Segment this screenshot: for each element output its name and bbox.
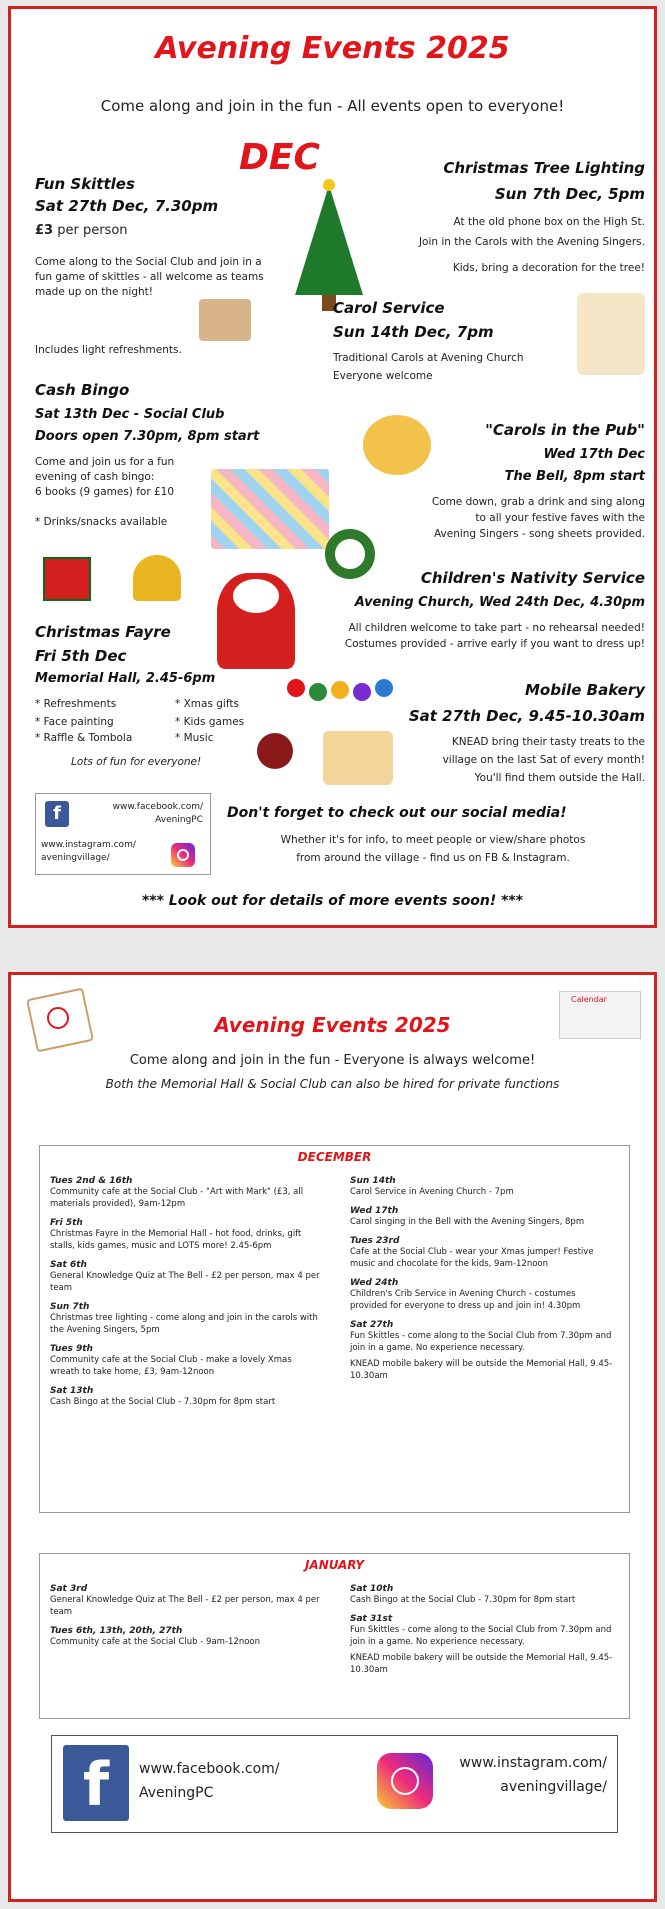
list-item-text: General Knowledge Quiz at The Bell - £2 per person, max 4 per team xyxy=(50,1595,320,1617)
nativity-line2: Costumes provided - arrive early if you want to dress up! xyxy=(344,638,645,650)
bauble-red-icon xyxy=(287,679,305,697)
bingo-title: Cash Bingo xyxy=(35,381,130,399)
bells-icon xyxy=(133,555,181,601)
list-item xyxy=(350,1236,615,1270)
carol-singers-image xyxy=(363,415,431,475)
list-item-date: Sat 3rd xyxy=(50,1584,88,1594)
list-item-date: Fri 5th xyxy=(50,1218,83,1228)
pub-line3: Avening Singers - song sheets provided. xyxy=(433,528,645,540)
december-right-column xyxy=(350,1168,615,1382)
list-item-date: Sat 31st xyxy=(350,1614,393,1624)
list-item xyxy=(350,1614,615,1648)
list-item xyxy=(50,1176,320,1210)
instagram-page[interactable]: aveningvillage/ xyxy=(500,1779,607,1795)
list-item xyxy=(50,1302,320,1336)
social-heading: Don't forget to check out our social media! xyxy=(227,805,567,821)
gift-icon xyxy=(43,557,91,601)
fayre-item-4: * Kids games xyxy=(175,716,245,728)
instagram-link-large[interactable] xyxy=(441,1751,607,1799)
instagram-link[interactable]: www.instagram.com/ aveningvillage/ xyxy=(41,840,136,863)
pub-line1: Come down, grab a drink and sing along xyxy=(431,496,645,508)
list-item xyxy=(50,1344,320,1378)
list-item xyxy=(350,1176,615,1198)
list-item-text: Carol Service in Avening Church - 7pm xyxy=(350,1187,514,1197)
fayre-item-2: * Xmas gifts xyxy=(175,698,239,710)
baubles-icon xyxy=(287,669,395,703)
list-item-date: Sat 13th xyxy=(50,1386,94,1396)
skittles-date: Sat 27th Dec, 7.30pm xyxy=(35,197,219,215)
bingo-body: Come and join us for a fun evening of cash bingo: xyxy=(35,456,175,483)
list-item xyxy=(350,1278,615,1312)
list-item-date: Sun 7th xyxy=(50,1302,90,1312)
page2-subtitle: Come along and join in the fun - Everyone is always welcome! xyxy=(129,1053,536,1068)
fayre-place: Memorial Hall, 2.45-6pm xyxy=(35,671,216,686)
page-title: Avening Events 2025 xyxy=(155,31,510,66)
list-item xyxy=(50,1260,320,1294)
list-item-text: Community cafe at the Social Club - "Art with Mark" (£3, all materials provided), 9am-12pm xyxy=(50,1187,304,1209)
skittles-price-amount: £3 xyxy=(35,223,54,238)
skittles-extra: Includes light refreshments. xyxy=(35,344,182,356)
list-item-date: Sat 10th xyxy=(350,1584,394,1594)
list-item-text: General Knowledge Quiz at The Bell - £2 per person, max 4 per team xyxy=(50,1271,320,1293)
tree-line2: Join in the Carols with the Avening Singers. xyxy=(418,236,645,248)
skittles-image xyxy=(199,299,251,341)
list-item-date: Tues 9th xyxy=(50,1344,93,1354)
carol-date: Sun 14th Dec, 7pm xyxy=(333,323,494,341)
facebook-link-large[interactable] xyxy=(139,1757,280,1805)
nativity-title: Children's Nativity Service xyxy=(420,569,645,587)
list-item-date: Tues 6th, 13th, 20th, 27th xyxy=(50,1626,183,1636)
list-item-date: Sat 27th xyxy=(350,1320,394,1330)
skittles-title: Fun Skittles xyxy=(35,175,135,193)
list-item-text: KNEAD mobile bakery will be outside the Memorial Hall, 9.45-10.30am xyxy=(350,1359,613,1381)
fayre-title: Christmas Fayre xyxy=(35,623,171,641)
bingo-doors: Doors open 7.30pm, 8pm start xyxy=(35,429,260,444)
carol-line1: Traditional Carols at Avening Church xyxy=(333,352,524,364)
list-item-text: KNEAD mobile bakery will be outside the Memorial Hall, 9.45-10.30am xyxy=(350,1653,613,1675)
bakery-line1: KNEAD bring their tasty treats to the xyxy=(451,736,645,748)
fayre-item-6: * Music xyxy=(175,732,214,744)
bingo-date: Sat 13th Dec - Social Club xyxy=(35,407,225,422)
list-item-text: Carol singing in the Bell with the Avening Singers, 8pm xyxy=(350,1217,585,1227)
santa-beard-icon xyxy=(233,579,279,613)
list-item xyxy=(350,1652,615,1676)
instagram-icon-large[interactable] xyxy=(377,1753,433,1809)
star-icon xyxy=(323,179,335,191)
bauble-green-icon xyxy=(309,683,327,701)
pub-line2: to all your festive faves with the xyxy=(475,512,645,524)
tree-line1: At the old phone box on the High St. xyxy=(453,216,645,228)
month-label: DEC xyxy=(239,137,320,178)
skittles-price-unit: per person xyxy=(53,223,128,238)
fayre-fun: Lots of fun for everyone! xyxy=(71,756,202,768)
december-left-column xyxy=(50,1168,320,1408)
list-item-date: Wed 24th xyxy=(350,1278,399,1288)
facebook-link[interactable]: www.facebook.com/ AveningPC xyxy=(112,802,203,825)
bakery-line3: You'll find them outside the Hall. xyxy=(474,772,645,784)
instagram-url[interactable]: www.instagram.com/ xyxy=(459,1755,607,1771)
social-line1: Whether it's for info, to meet people or view/share photos xyxy=(280,834,586,846)
list-item-text: Children's Crib Service in Avening Church - costumes provided for everyone to dress up and join in! 4.30pm xyxy=(350,1289,581,1311)
fayre-item-3: * Face painting xyxy=(35,716,114,728)
nativity-line1: All children welcome to take part - no rehearsal needed! xyxy=(348,622,645,634)
list-item-text: Christmas Fayre in the Memorial Hall - hot food, drinks, gift stalls, kids games, music and LOTS more! 2.45-6pm xyxy=(50,1229,302,1251)
list-item-text: Community cafe at the Social Club - 9am-12noon xyxy=(50,1637,261,1647)
fayre-date: Fri 5th Dec xyxy=(35,647,127,665)
bakery-date: Sat 27th Dec, 9.45-10.30am xyxy=(408,707,645,725)
december-heading: DECEMBER xyxy=(297,1150,372,1164)
fayre-item-1: * Refreshments xyxy=(35,698,117,710)
december-box xyxy=(39,1145,630,1513)
list-item-date: Sun 14th xyxy=(350,1176,396,1186)
list-item xyxy=(350,1320,615,1354)
list-item-date: Tues 23rd xyxy=(350,1236,400,1246)
list-item-date: Sat 6th xyxy=(50,1260,87,1270)
bauble-purple-icon xyxy=(353,683,371,701)
instagram-icon[interactable] xyxy=(171,843,195,867)
social-line2: from around the village - find us on FB & Instagram. xyxy=(296,852,570,864)
footer-note: *** Look out for details of more events soon! *** xyxy=(141,893,524,909)
bakery-line2: village on the last Sat of every month! xyxy=(442,754,645,766)
page-subtitle: Come along and join in the fun - All events open to everyone! xyxy=(100,97,565,115)
list-item xyxy=(350,1358,615,1382)
list-item xyxy=(50,1584,320,1618)
fayre-item-5: * Raffle & Tombola xyxy=(35,732,133,744)
facebook-icon[interactable]: f xyxy=(45,801,69,827)
list-item-date: Tues 2nd & 16th xyxy=(50,1176,133,1186)
pub-date: Wed 17th Dec xyxy=(543,447,645,462)
bingo-drinks: * Drinks/snacks available xyxy=(35,516,168,528)
carol-title: Carol Service xyxy=(333,299,445,317)
bingo-cards-image xyxy=(211,469,329,549)
cake-image xyxy=(323,731,393,785)
page2-title: Avening Events 2025 xyxy=(214,1013,451,1037)
list-item xyxy=(350,1206,615,1228)
bingo-books: 6 books (9 games) for £10 xyxy=(35,486,175,498)
skittles-price xyxy=(35,223,128,238)
tree-date: Sun 7th Dec, 5pm xyxy=(494,185,645,203)
january-box xyxy=(39,1553,630,1719)
facebook-icon-large[interactable]: f xyxy=(63,1745,129,1821)
tree-title: Christmas Tree Lighting xyxy=(443,159,645,177)
list-item-text: Fun Skittles - come along to the Social Club from 7.30pm and join in a game. No experience necessary. xyxy=(350,1625,612,1647)
list-item-text: Cash Bingo at the Social Club - 7.30pm for 8pm start xyxy=(350,1595,576,1605)
calendar-label: Calendar xyxy=(571,995,607,1004)
carol-line2: Everyone welcome xyxy=(333,370,433,382)
list-item-text: Fun Skittles - come along to the Social Club from 7.30pm and join in a game. No experience necessary. xyxy=(350,1331,612,1353)
list-item-text: Christmas tree lighting - come along and join in the carols with the Avening Singers, 5pm xyxy=(50,1313,318,1335)
list-item-text: Community cafe at the Social Club - make a lovely Xmas wreath to take home, £3, 9am-12noon xyxy=(50,1355,292,1377)
list-item xyxy=(350,1584,615,1606)
list-item-text: Cafe at the Social Club - wear your Xmas jumper! Festive music and chocolate for the kids, 9am-12noon xyxy=(350,1247,594,1269)
pub-title: "Carols in the Pub" xyxy=(485,421,645,439)
facebook-url[interactable]: www.facebook.com/ xyxy=(139,1761,280,1777)
tree-line3: Kids, bring a decoration for the tree! xyxy=(452,262,645,274)
list-item-text: Cash Bingo at the Social Club - 7.30pm for 8pm start xyxy=(50,1397,276,1407)
bakery-title: Mobile Bakery xyxy=(525,681,645,699)
nativity-date: Avening Church, Wed 24th Dec, 4.30pm xyxy=(354,595,645,610)
january-right-column xyxy=(350,1576,615,1676)
bauble-blue-icon xyxy=(375,679,393,697)
list-item xyxy=(50,1626,320,1648)
list-item xyxy=(50,1386,320,1408)
facebook-page[interactable]: AveningPC xyxy=(139,1785,214,1801)
pub-place: The Bell, 8pm start xyxy=(504,469,645,484)
bauble-gold-icon xyxy=(331,681,349,699)
list-item-date: Wed 17th xyxy=(350,1206,399,1216)
skittles-body: Come along to the Social Club and join in a fun game of skittles - all welcome as teams made up on the night! xyxy=(35,256,264,298)
events-page-listing xyxy=(8,972,657,1902)
page2-subtitle2: Both the Memorial Hall & Social Club can also be hired for private functions xyxy=(105,1077,560,1091)
list-item xyxy=(50,1218,320,1252)
events-page-december xyxy=(8,6,657,928)
pudding-icon xyxy=(257,733,293,769)
angel-image xyxy=(577,293,645,375)
january-left-column xyxy=(50,1576,320,1648)
january-heading: JANUARY xyxy=(304,1558,365,1572)
